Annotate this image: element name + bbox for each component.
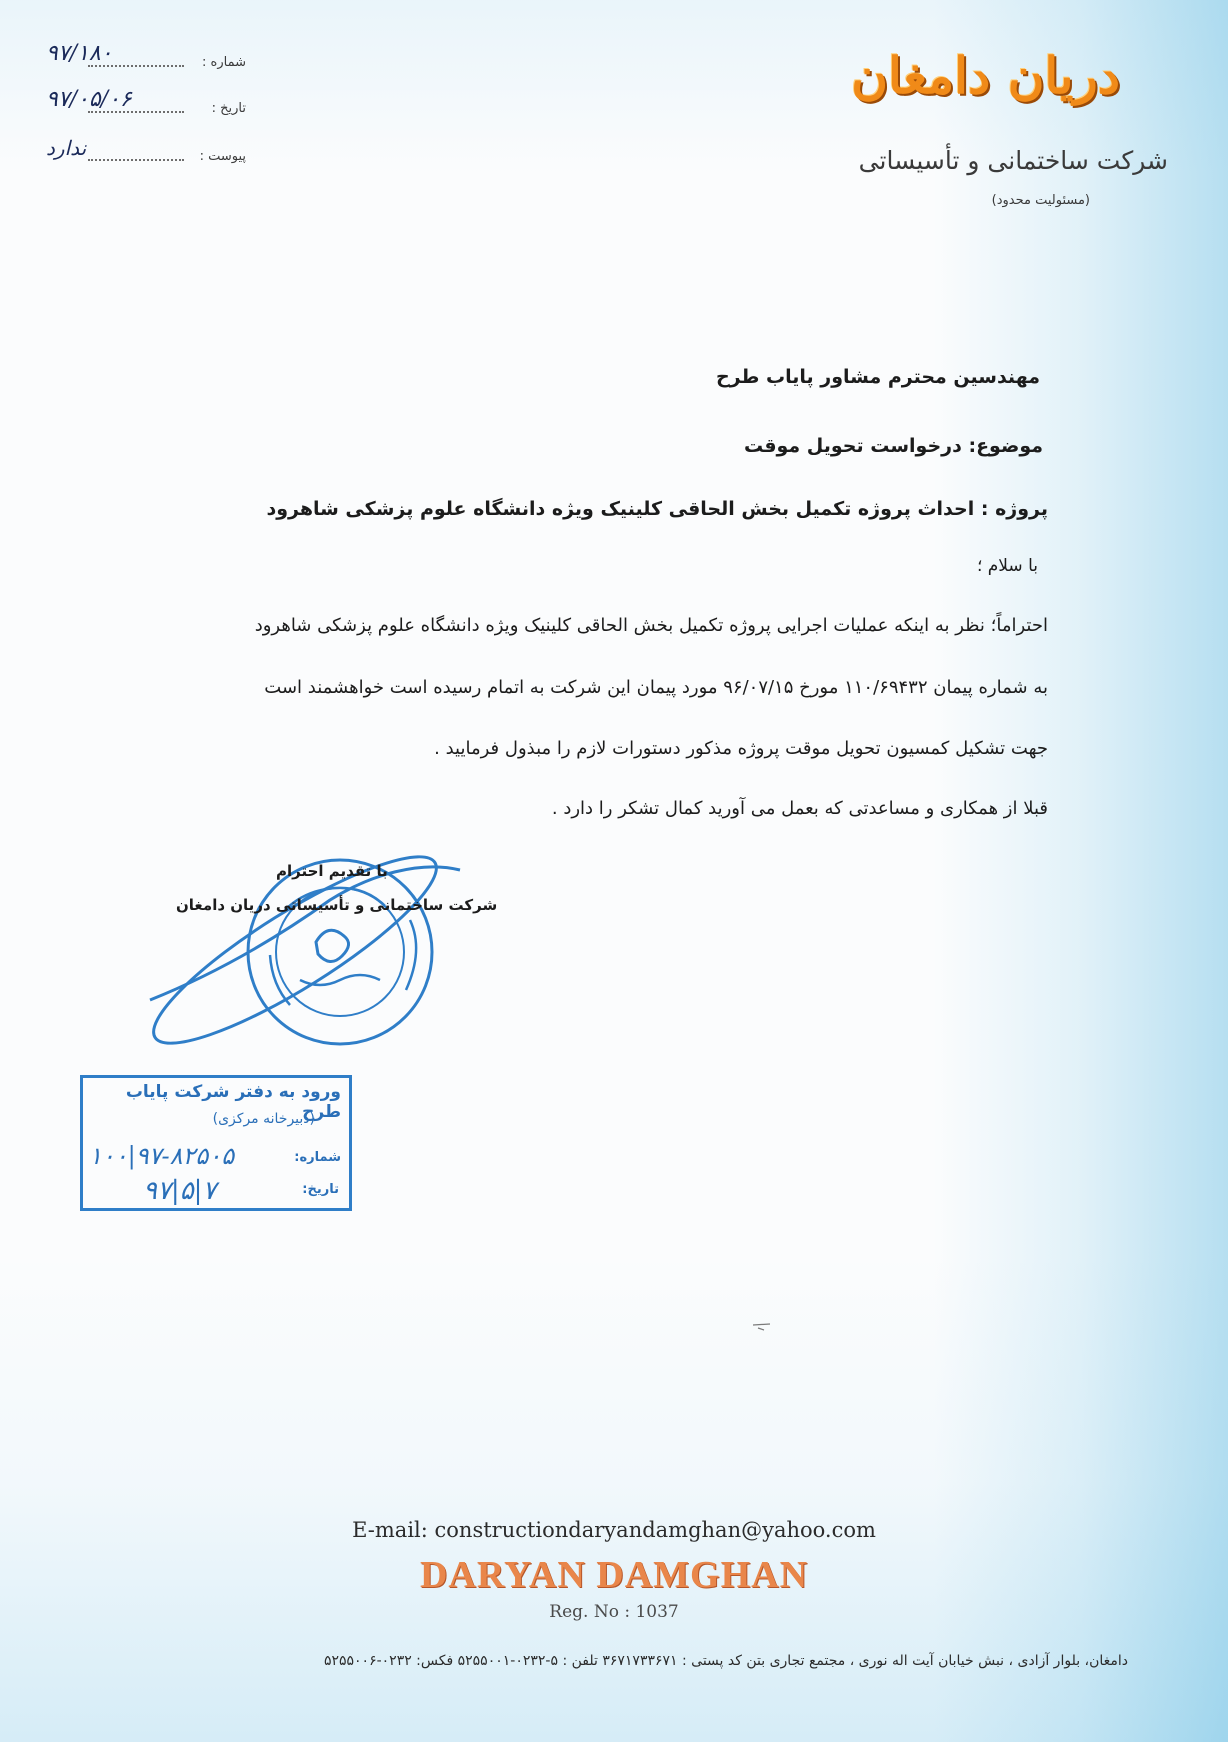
body-paragraph: قبلا از همکاری و مساعدتی که بعمل می آورید کمال تشکر را دارد . bbox=[551, 798, 1048, 819]
footer-brand: DARYAN DAMGHAN bbox=[419, 1554, 809, 1596]
letter-number-label: شماره : bbox=[202, 55, 246, 70]
letter-attachment-label: پیوست : bbox=[199, 149, 246, 164]
received-number-value: ۱۰۰|۹۷-۸۲۵۰۵ bbox=[89, 1142, 235, 1170]
received-date-value: ۹۷|۵|۷ bbox=[143, 1176, 217, 1206]
footer-reg-no: Reg. No : 1037 bbox=[549, 1602, 679, 1622]
footer-address: دامغان، بلوار آزادی ، نبش خیابان آیت اله نوری ، مجتمع تجاری بتن کد پستی : ۳۶۷۱۷۳۳۶۷۱ تلفن : ۵-۰۲۳۲-۵۲۵۵۰۰۱ فکس: ۰۲۳۲-۵۲۵۵۰۰۶ bbox=[323, 1653, 1128, 1669]
seal-text-stroke bbox=[300, 975, 380, 985]
project-line: پروژه : احداث پروژه تکمیل بخش الحاقی کلینیک ویژه دانشگاه علوم پزشکی شاهرود bbox=[266, 498, 1048, 520]
closing-line: با تقدیم احترام bbox=[276, 862, 388, 880]
scan-mark bbox=[752, 1322, 772, 1332]
signatory-name: شرکت ساختمانی و تأسیساتی دریان دامغان bbox=[176, 896, 498, 914]
letter-number-row bbox=[46, 40, 246, 72]
company-logo: دریان دامغان bbox=[851, 46, 1120, 105]
received-stamp-subtitle: (دبیرخانه مرکزی) bbox=[212, 1111, 315, 1127]
letter-attachment-value: ندارد bbox=[46, 136, 87, 160]
dotted-line bbox=[88, 159, 184, 161]
received-stamp-title: ورود به دفتر شرکت پایاب طرح bbox=[125, 1082, 341, 1122]
received-stamp bbox=[80, 1075, 352, 1211]
company-name: شرکت ساختمانی و تأسیساتی bbox=[858, 146, 1168, 175]
body-paragraph: احتراماً؛ نظر به اینکه عملیات اجرایی پروژه تکمیل بخش الحاقی کلینیک ویژه دانشگاه علوم پزشکی شاهرود bbox=[254, 615, 1048, 636]
company-type: (مسئولیت محدود) bbox=[991, 193, 1090, 208]
body-paragraph: به شماره پیمان ۱۱۰/۶۹۴۳۲ مورخ ۹۶/۰۷/۱۵ مورد پیمان این شرکت به اتمام رسیده است خواهشمند است bbox=[264, 677, 1048, 698]
letter-number-value: ۹۷/۱۸۰ bbox=[46, 41, 113, 66]
seal-text-stroke bbox=[406, 920, 416, 990]
received-number-label: شماره: bbox=[294, 1150, 341, 1165]
received-date-label: تاریخ: bbox=[302, 1182, 339, 1197]
footer-email: E-mail: constructiondaryandamghan@yahoo.com bbox=[352, 1518, 876, 1542]
subject-line: موضوع: درخواست تحویل موقت bbox=[743, 435, 1043, 457]
greeting: با سلام ؛ bbox=[976, 556, 1038, 576]
letter-attachment-row bbox=[46, 134, 246, 166]
body-paragraph: جهت تشکیل کمسیون تحویل موقت پروژه مذکور دستورات لازم را مبذول فرمایید . bbox=[434, 738, 1048, 759]
letter-date-label: تاریخ : bbox=[211, 101, 246, 116]
letter-date-value: ۹۷/۰۵/۰۶ bbox=[46, 87, 132, 112]
addressee: مهندسین محترم مشاور پایاب طرح bbox=[715, 366, 1040, 388]
letter-date-row bbox=[46, 86, 246, 118]
seal-center-mark bbox=[316, 930, 349, 961]
